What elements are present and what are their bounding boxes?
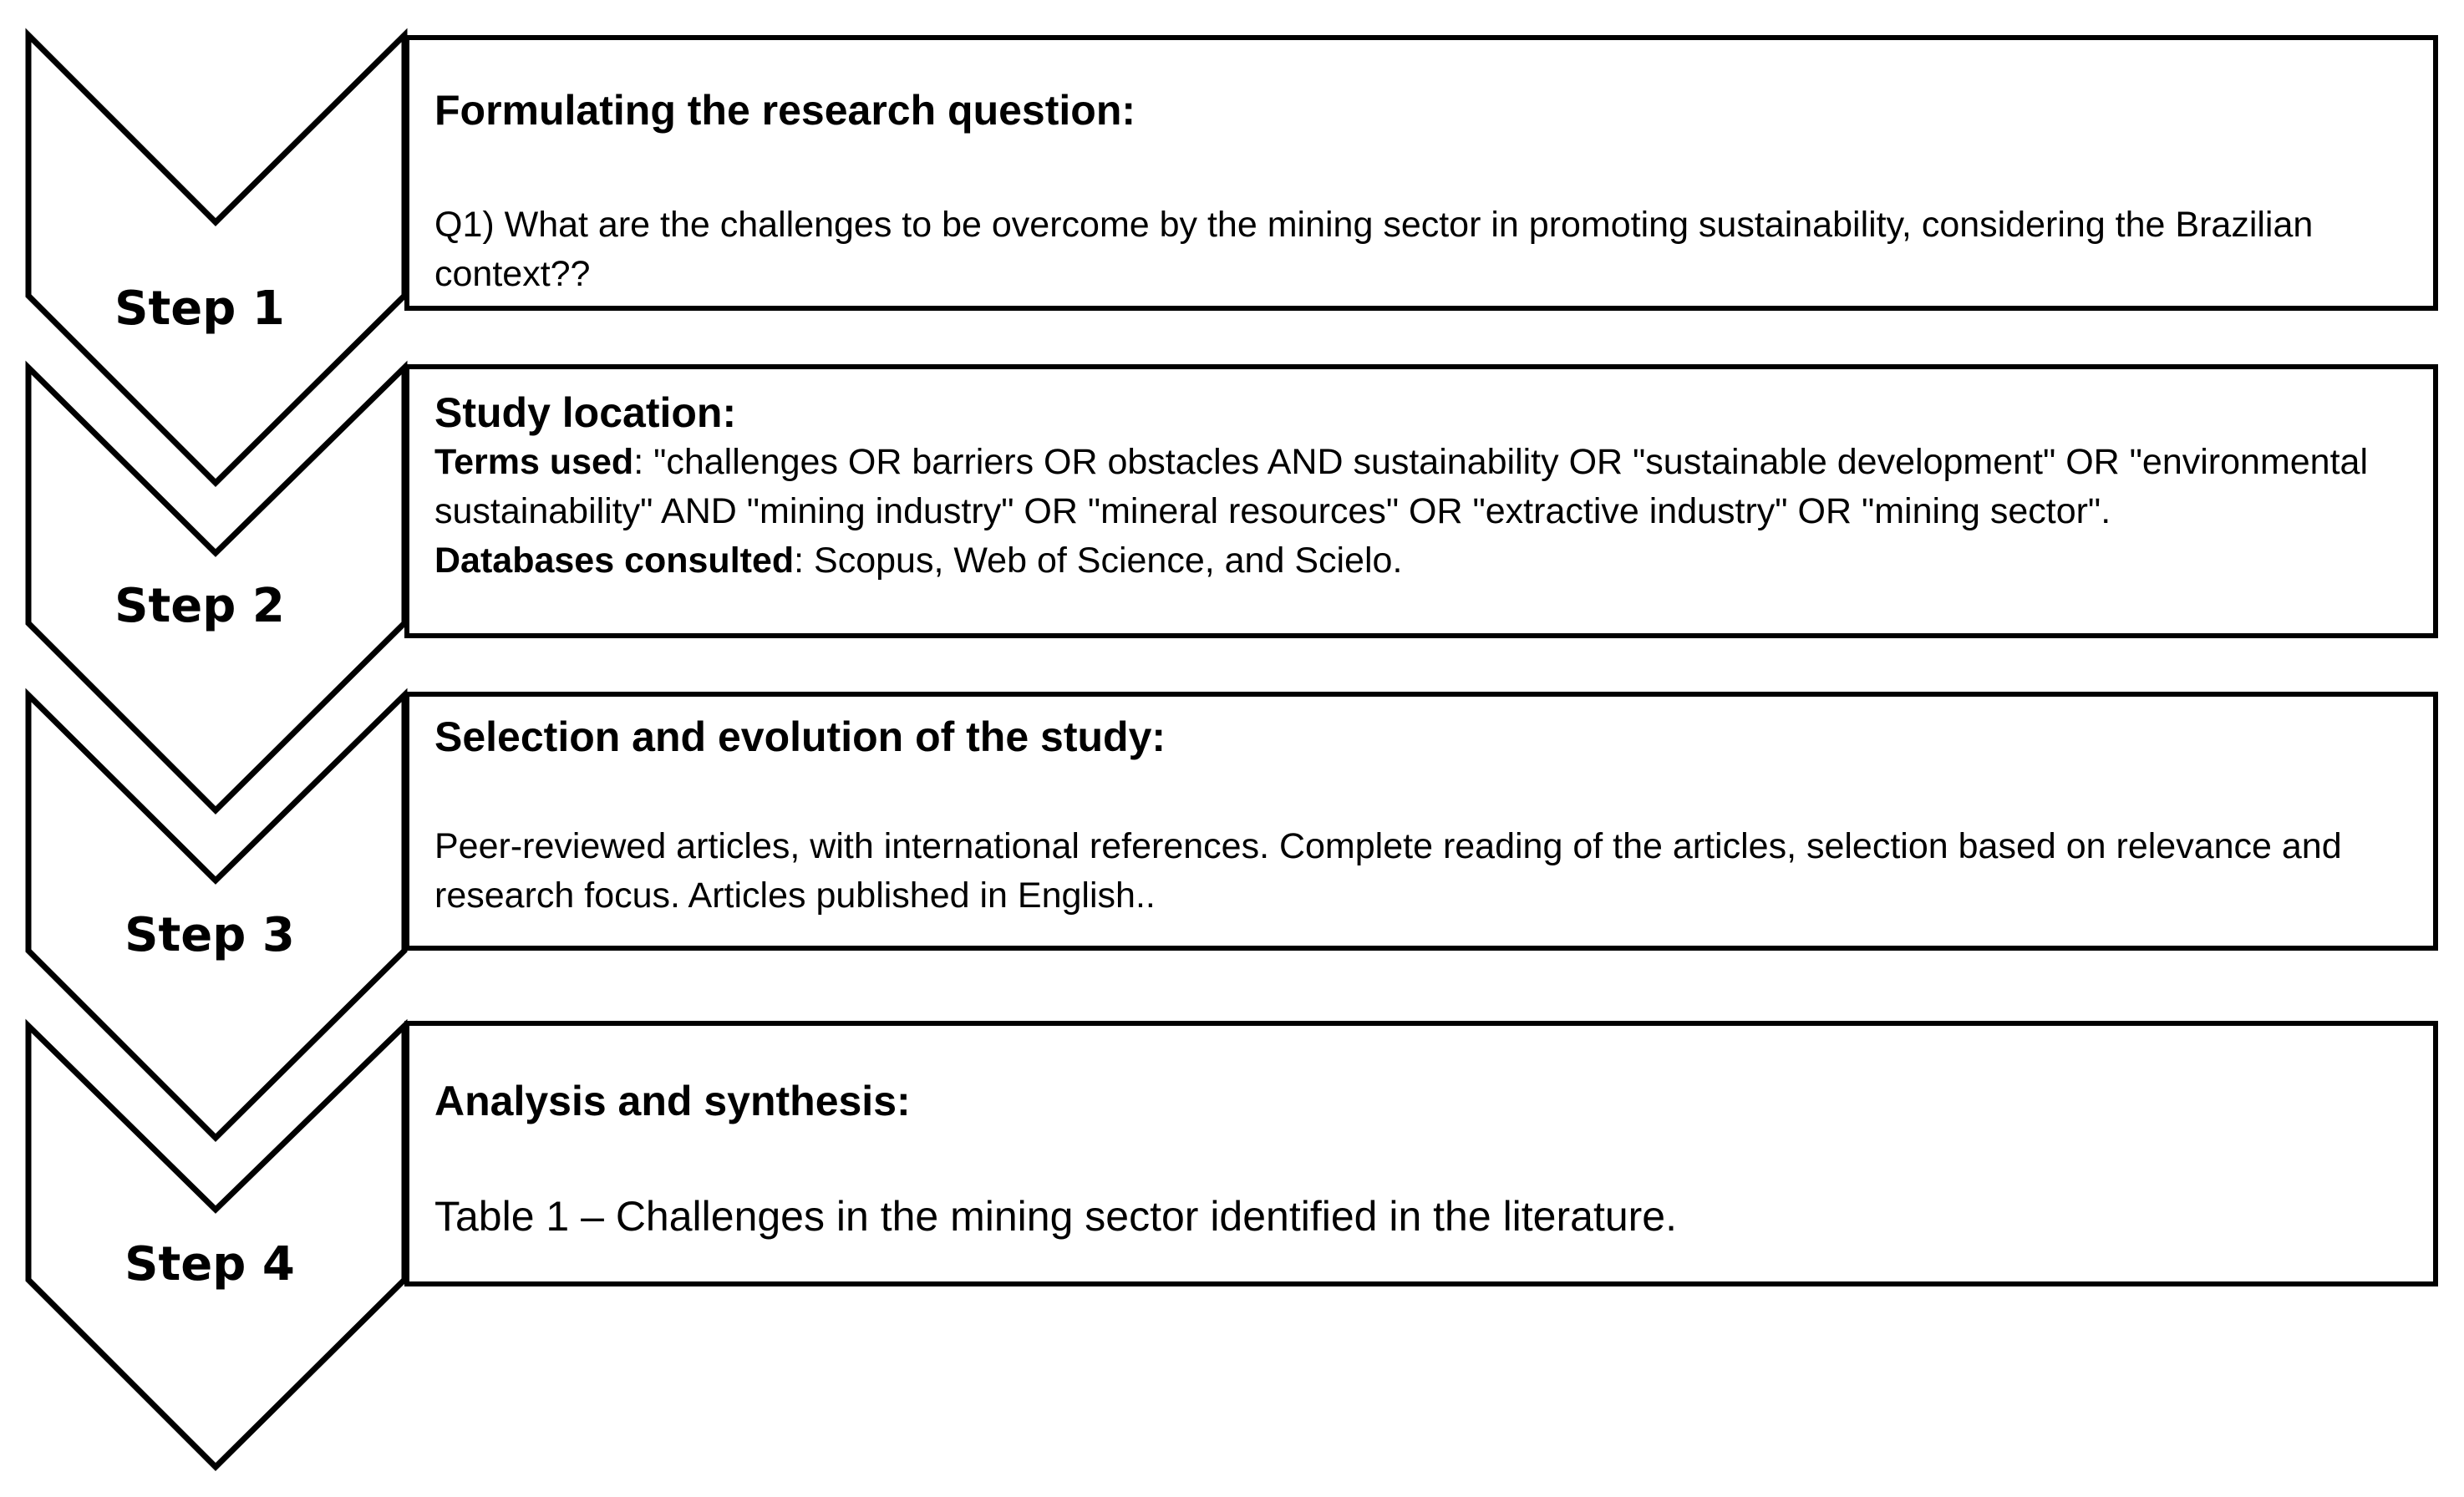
step-3-label: Step 3: [124, 908, 295, 962]
step-3-body: Peer-reviewed articles, with international references. Complete reading of the articles, selection based on relevance and research focus. Articles published in English..: [434, 826, 2342, 916]
step-2-label: Step 2: [114, 579, 285, 633]
step-3-box: [404, 692, 2438, 951]
step-4-box: [404, 1021, 2438, 1286]
step-4-body: Table 1 – Challenges in the mining sector identified in the literature.: [434, 1193, 1677, 1240]
step-1-label: Step 1: [114, 282, 285, 336]
step-2-box: [404, 364, 2438, 638]
step-1-body: Q1) What are the challenges to be overcome by the mining sector in promoting sustainability, considering the Brazilian context??: [434, 205, 2314, 294]
step-1-box: [404, 35, 2438, 311]
step-3-title: Selection and evolution of the study:: [434, 713, 1166, 760]
step-4-title: Analysis and synthesis:: [434, 1078, 911, 1124]
step-1-chevron: [28, 35, 404, 483]
terms-used-line: [434, 438, 2408, 536]
step-2-body: [434, 438, 2408, 586]
step-1-title: Formulating the research question:: [434, 87, 1136, 134]
databases-text: : Scopus, Web of Science, and Scielo.: [794, 540, 1403, 581]
databases-line: [434, 536, 2408, 586]
databases-label: Databases consulted: [434, 540, 795, 581]
terms-used-text: : "challenges OR barriers OR obstacles AND sustainability OR "sustainable development" OR "environmental sustainability" AND "mining industry" OR "mineral resources" OR "extractive industry" OR "mining sector".: [434, 442, 2369, 531]
step-2-title: Study location:: [434, 389, 737, 436]
step-4-label: Step 4: [124, 1237, 295, 1291]
terms-used-label: Terms used: [434, 442, 634, 482]
